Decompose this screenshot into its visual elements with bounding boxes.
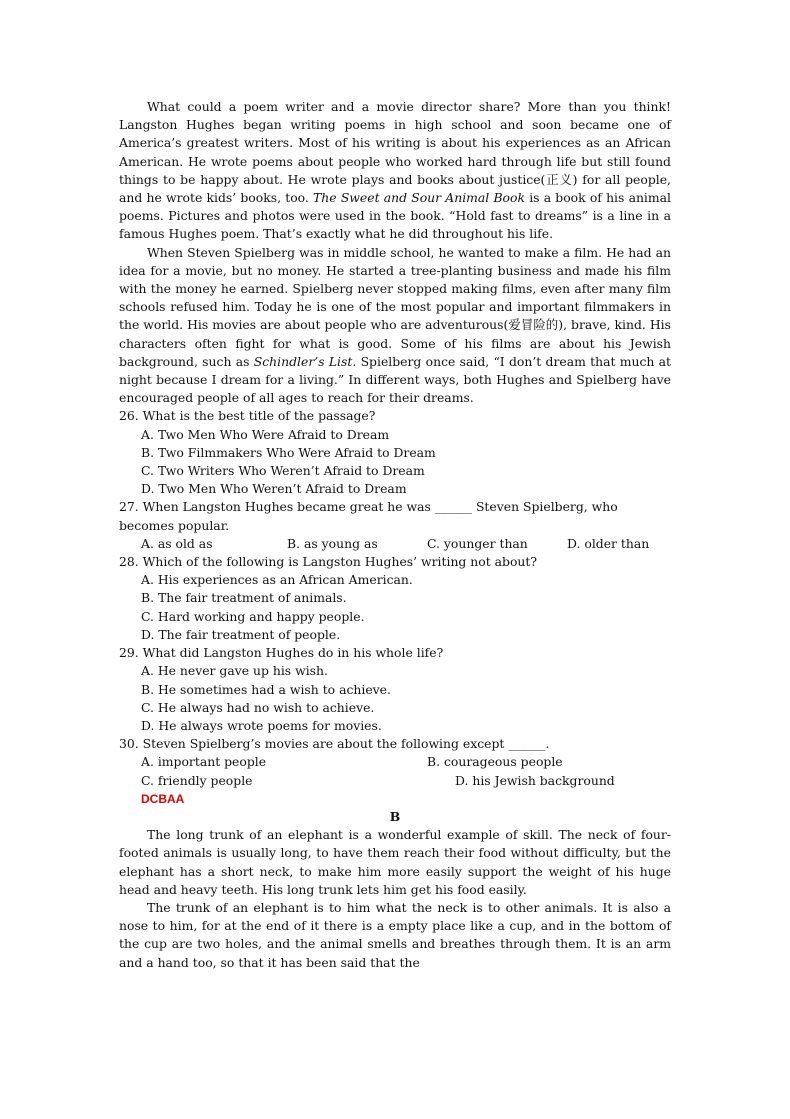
text-run: is a book of his animal poems. Pictures and photos were used in the book. “Hold fast to dreams” is a line in a famous Hughes poem. That’s exactly what he did throughout his life. [119,190,671,242]
option-27a: A. as old as [141,535,213,551]
document-page [119,98,671,972]
option-30c: C. friendly people [141,772,253,788]
book-title: The Sweet and Sour Animal Book [313,190,525,206]
option-28b: B. The fair treatment of animals. [141,590,347,606]
option-27c: C. younger than [427,535,528,551]
option-30a: A. important people [141,754,267,770]
option-30b: B. courageous people [427,754,563,770]
question-26: 26. What is the best title of the passage? [119,408,376,424]
text-run: What could a poem writer and a movie director share? More than you think! Langston Hughes began writing poems in high school and soon became one of America’s greatest writers. Most of his writing is about his experiences as an African American. He wrote poems about people who worked hard through life but still found things to be happy about. He wrote plays and books about justice(正义) for all people, and he wrote kids’ books, too. [119,99,671,206]
option-26c: C. Two Writers Who Weren’t Afraid to Dream [141,463,425,479]
options-27 [119,535,671,553]
text-run: . Spielberg once said, “I don’t dream that much at night because I dream for a living.” In different ways, both Hughes and Spielberg have encouraged people of all ages to reach for their dreams. [119,353,671,406]
option-26b: B. Two Filmmakers Who Were Afraid to Dream [141,444,436,460]
option-28a: A. His experiences as an African American. [141,572,413,588]
option-28d: D. The fair treatment of people. [141,626,341,642]
passage-b-paragraph-1: The long trunk of an elephant is a wonderful example of skill. The neck of four-footed animals is usually long, to have them reach their food without difficulty, but the elephant has a short neck, to make him more easily support the weight of his huge head and heavy teeth. His long trunk lets him get his food easily. [119,827,671,897]
question-27: 27. When Langston Hughes became great he was ______ Steven Spielberg, who becomes popular. [119,499,618,533]
text-run: When Steven Spielberg was in middle school, he wanted to make a film. He had an idea for a movie, but no money. He started a tree-planting business and made his film with the money he earned. Spielberg never stopped making films, even after many film schools refused him. Today he is one of the most popular and important filmmakers in the world. His movies are about people who are adventurous(爱冒险的), brave, kind. His characters often fight for what is good. Some of his films are about his Jewish background, such as [119,244,671,369]
answer-key: DCBAA [141,791,185,806]
passage-a-paragraph-2 [119,244,671,408]
option-30d: D. his Jewish background [455,772,615,788]
question-28: 28. Which of the following is Langston Hughes’ writing not about? [119,554,538,570]
section-b-heading: B [389,808,401,824]
passage-a-paragraph-1 [119,98,671,244]
question-29: 29. What did Langston Hughes do in his whole life? [119,645,444,661]
film-title: Schindler’s List [253,353,353,369]
option-29c: C. He always had no wish to achieve. [141,699,375,715]
option-29a: A. He never gave up his wish. [141,663,328,679]
option-28c: C. Hard working and happy people. [141,608,365,624]
passage-b-paragraph-2: The trunk of an elephant is to him what the neck is to other animals. It is also a nose to him, for at the end of it there is a empty place like a cup, and in the bottom of the cup are two holes, and the animal smells and breathes through them. It is an arm and a hand too, so that it has been said that the [119,899,671,970]
option-29d: D. He always wrote poems for movies. [141,717,382,733]
options-30-row-1 [119,753,671,771]
option-27b: B. as young as [287,535,378,551]
option-27d: D. older than [567,535,650,551]
options-30-row-2 [119,772,671,790]
option-26a: A. Two Men Who Were Afraid to Dream [141,426,390,442]
option-29b: B. He sometimes had a wish to achieve. [141,681,391,697]
option-26d: D. Two Men Who Weren’t Afraid to Dream [141,481,407,497]
question-30: 30. Steven Spielberg’s movies are about the following except ______. [119,736,550,752]
